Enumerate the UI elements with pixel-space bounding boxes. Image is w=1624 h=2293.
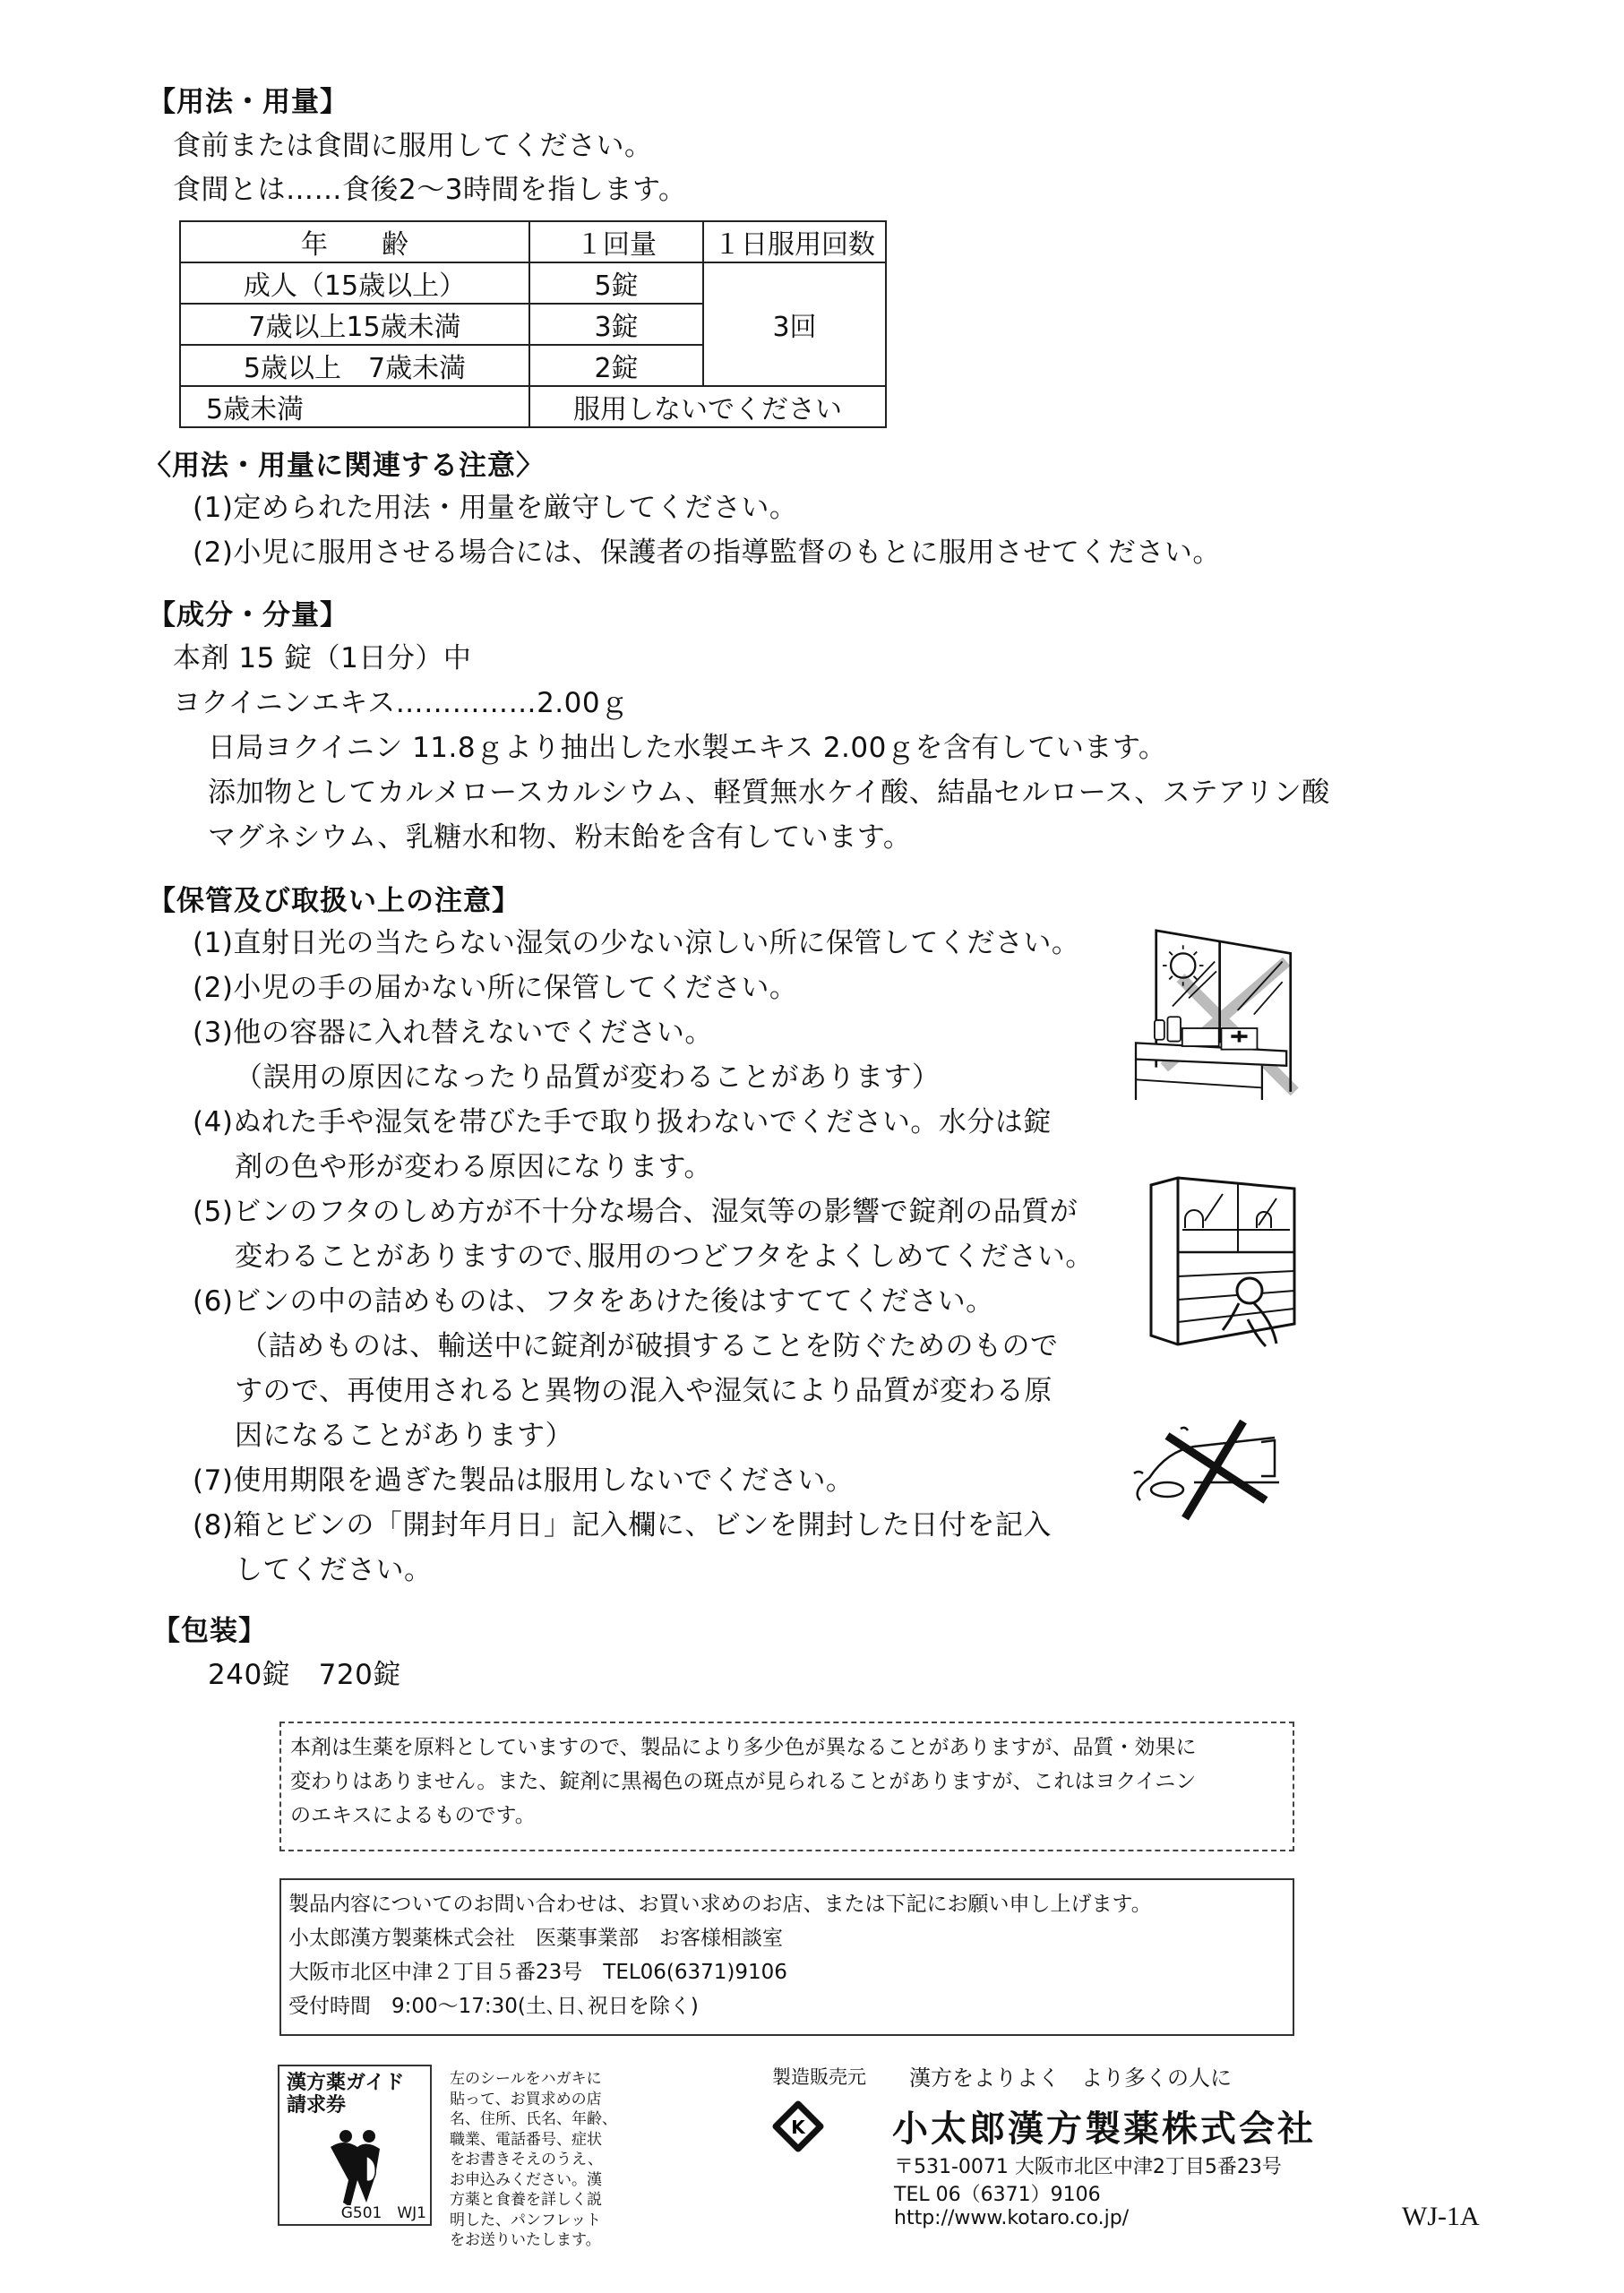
storage-line: (5)ビンのフタのしめ方が不十分な場合、湿気等の影響で錠剤の品質が	[193, 1196, 1078, 1228]
contact-line: 大阪市北区中津２丁目５番23号 TEL06(6371)9106	[288, 1961, 787, 1984]
dosage-table-header	[180, 221, 886, 262]
cell-age: 5歳未満	[180, 386, 529, 427]
coupon-title	[287, 2072, 404, 2117]
cell-age: 7歳以上15歳未満	[180, 304, 529, 345]
storage-line: (6)ビンの中の詰めものは、フタをあけた後はすててください。	[193, 1285, 994, 1318]
notice-line: 本剤は生薬を原料としていますので、製品により多少色が異なることがありますが、品質・効果に	[290, 1736, 1197, 1759]
manufacturer-role: 製造販売元	[772, 2066, 866, 2088]
contact-box	[279, 1878, 1294, 2036]
usage-line: 食間とは……食後2〜3時間を指します。	[173, 174, 687, 206]
contact-line: 製品内容についてのお問い合わせは、お買い求めのお店、または下記にお願い申し上げます。	[288, 1893, 1152, 1916]
storage-line: 変わることがありますので､服用のつどフタをよくしめてください。	[235, 1241, 1094, 1273]
usage-note-item: (1)定められた用法・用量を厳守してください。	[193, 492, 798, 524]
company-address: 〒531-0071 大阪市北区中津2丁目5番23号	[894, 2156, 1282, 2178]
instruction-line: 左のシールをハガキに	[450, 2070, 602, 2088]
company-url[interactable]: http://www.kotaro.co.jp/	[894, 2207, 1130, 2229]
opera-figure-icon	[326, 2129, 389, 2205]
storage-line: してください。	[235, 1554, 433, 1586]
instruction-line: をお送りいたします。	[450, 2231, 601, 2249]
svg-text:K: K	[791, 2117, 805, 2138]
instruction-line: をお書きそえのうえ、	[450, 2151, 604, 2168]
header-times: １日服用回数	[703, 221, 886, 262]
coupon-title-line: 漢方薬ガイド	[287, 2072, 405, 2094]
storage-line: (8)箱とビンの「開封年月日」記入欄に、ビンを開封した日付を記入	[193, 1509, 1052, 1542]
coupon-instructions	[450, 2069, 617, 2251]
storage-line: （誤用の原因になったり品質が変わることがあります）	[235, 1061, 941, 1094]
cell-times-per-day: 3回	[703, 262, 886, 386]
wet-hand-crossed-icon	[1127, 1420, 1297, 1527]
storage-line: 因になることがあります）	[235, 1420, 573, 1452]
storage-line: すので、再使用されると異物の混入や湿気により品質が変わる原	[235, 1375, 1053, 1407]
cell-age: 成人（15歳以上）	[180, 262, 529, 304]
package-sizes: 240錠 720錠	[208, 1659, 401, 1691]
storage-heading: 【保管及び取扱い上の注意】	[148, 885, 520, 917]
instruction-line: 職業、電話番号、症状	[450, 2130, 602, 2149]
coupon-title-line: 請求券	[287, 2094, 347, 2117]
document-code: WJ-1A	[1402, 2202, 1480, 2231]
window-sunlight-crossed-icon	[1127, 921, 1324, 1100]
usage-notes-heading: 〈用法・用量に関連する注意〉	[143, 450, 545, 482]
cell-dose: 2錠	[529, 345, 703, 386]
instruction-line: 名、住所、氏名、年齢、	[450, 2110, 617, 2128]
notice-line: 変わりはありません。また、錠剤に黒褐色の斑点が見られることがありますが、これはヨクイニン	[290, 1770, 1197, 1793]
contact-line: 小太郎漢方製薬株式会社 医薬事業部 お客様相談室	[288, 1927, 783, 1950]
instruction-line: お申込みください。漢	[450, 2170, 602, 2189]
notice-line: のエキスによるものです。	[290, 1804, 536, 1827]
ingredients-heading: 【成分・分量】	[148, 599, 348, 631]
cell-age: 5歳以上 7歳未満	[180, 345, 529, 386]
cell-not-for-use: 服用しないでください	[529, 386, 886, 427]
guide-request-coupon	[278, 2065, 432, 2226]
cell-dose: 5錠	[529, 262, 703, 304]
coupon-code: G501 WJ1	[340, 2204, 426, 2222]
ingredients-detail: 日局ヨクイニン 11.8ｇより抽出した水製エキス 2.00ｇを含有しています。	[208, 732, 1167, 764]
contact-line: 受付時間 9:00〜17:30(土､日､祝日を除く)	[288, 1995, 699, 2018]
header-dose: １回量	[529, 221, 703, 262]
kotaro-logo-icon	[772, 2100, 824, 2152]
ingredients-detail: マグネシウム、乳糖水和物、粉末飴を含有しています。	[208, 821, 912, 854]
storage-line: (1)直射日光の当たらない湿気の少ない涼しい所に保管してください。	[193, 927, 1080, 959]
storage-line: 剤の色や形が変わる原因になります。	[235, 1151, 713, 1183]
table-row	[180, 262, 886, 304]
ingredients-basis: 本剤 15 錠（1日分）中	[173, 642, 472, 674]
manufacturer-slogan: 漢方をよりよく より多くの人に	[909, 2065, 1232, 2091]
table-row	[180, 386, 886, 427]
package-heading: 【包装】	[152, 1615, 267, 1647]
instruction-line: 貼って、お買求めの店	[450, 2090, 602, 2108]
ingredients-main: ヨクイニンエキス……………2.00ｇ	[173, 687, 629, 719]
instruction-line: 明した、パンフレット	[450, 2211, 602, 2229]
child-reaching-cabinet-icon	[1133, 1176, 1312, 1355]
ingredients-detail: 添加物としてカルメロースカルシウム、軽質無水ケイ酸、結晶セルロース、ステアリン酸	[208, 777, 1330, 809]
company-name: 小太郎漢方製薬株式会社	[892, 2108, 1316, 2150]
storage-line: (2)小児の手の届かない所に保管してください。	[193, 972, 798, 1004]
storage-line: （詰めものは、輸送中に錠剤が破損することを防ぐためのもので	[240, 1330, 1059, 1362]
usage-heading: 【用法・用量】	[148, 86, 348, 118]
header-age: 年 齢	[180, 221, 529, 262]
instruction-line: 方薬と食養を詳しく説	[450, 2191, 602, 2209]
usage-line: 食前または食間に服用してください。	[173, 130, 653, 162]
storage-line: (7)使用期限を過ぎた製品は服用しないでください。	[193, 1464, 855, 1497]
usage-note-item: (2)小児に服用させる場合には、保護者の指導監督のもとに服用させてください。	[193, 537, 1221, 569]
company-tel: TEL 06（6371）9106	[894, 2184, 1101, 2206]
storage-line: (4)ぬれた手や湿気を帯びた手で取り扱わないでください。水分は錠	[193, 1106, 1052, 1138]
color-variation-notice	[279, 1722, 1294, 1851]
dosage-table	[179, 220, 887, 428]
storage-line: (3)他の容器に入れ替えないでください。	[193, 1017, 713, 1049]
cell-dose: 3錠	[529, 304, 703, 345]
